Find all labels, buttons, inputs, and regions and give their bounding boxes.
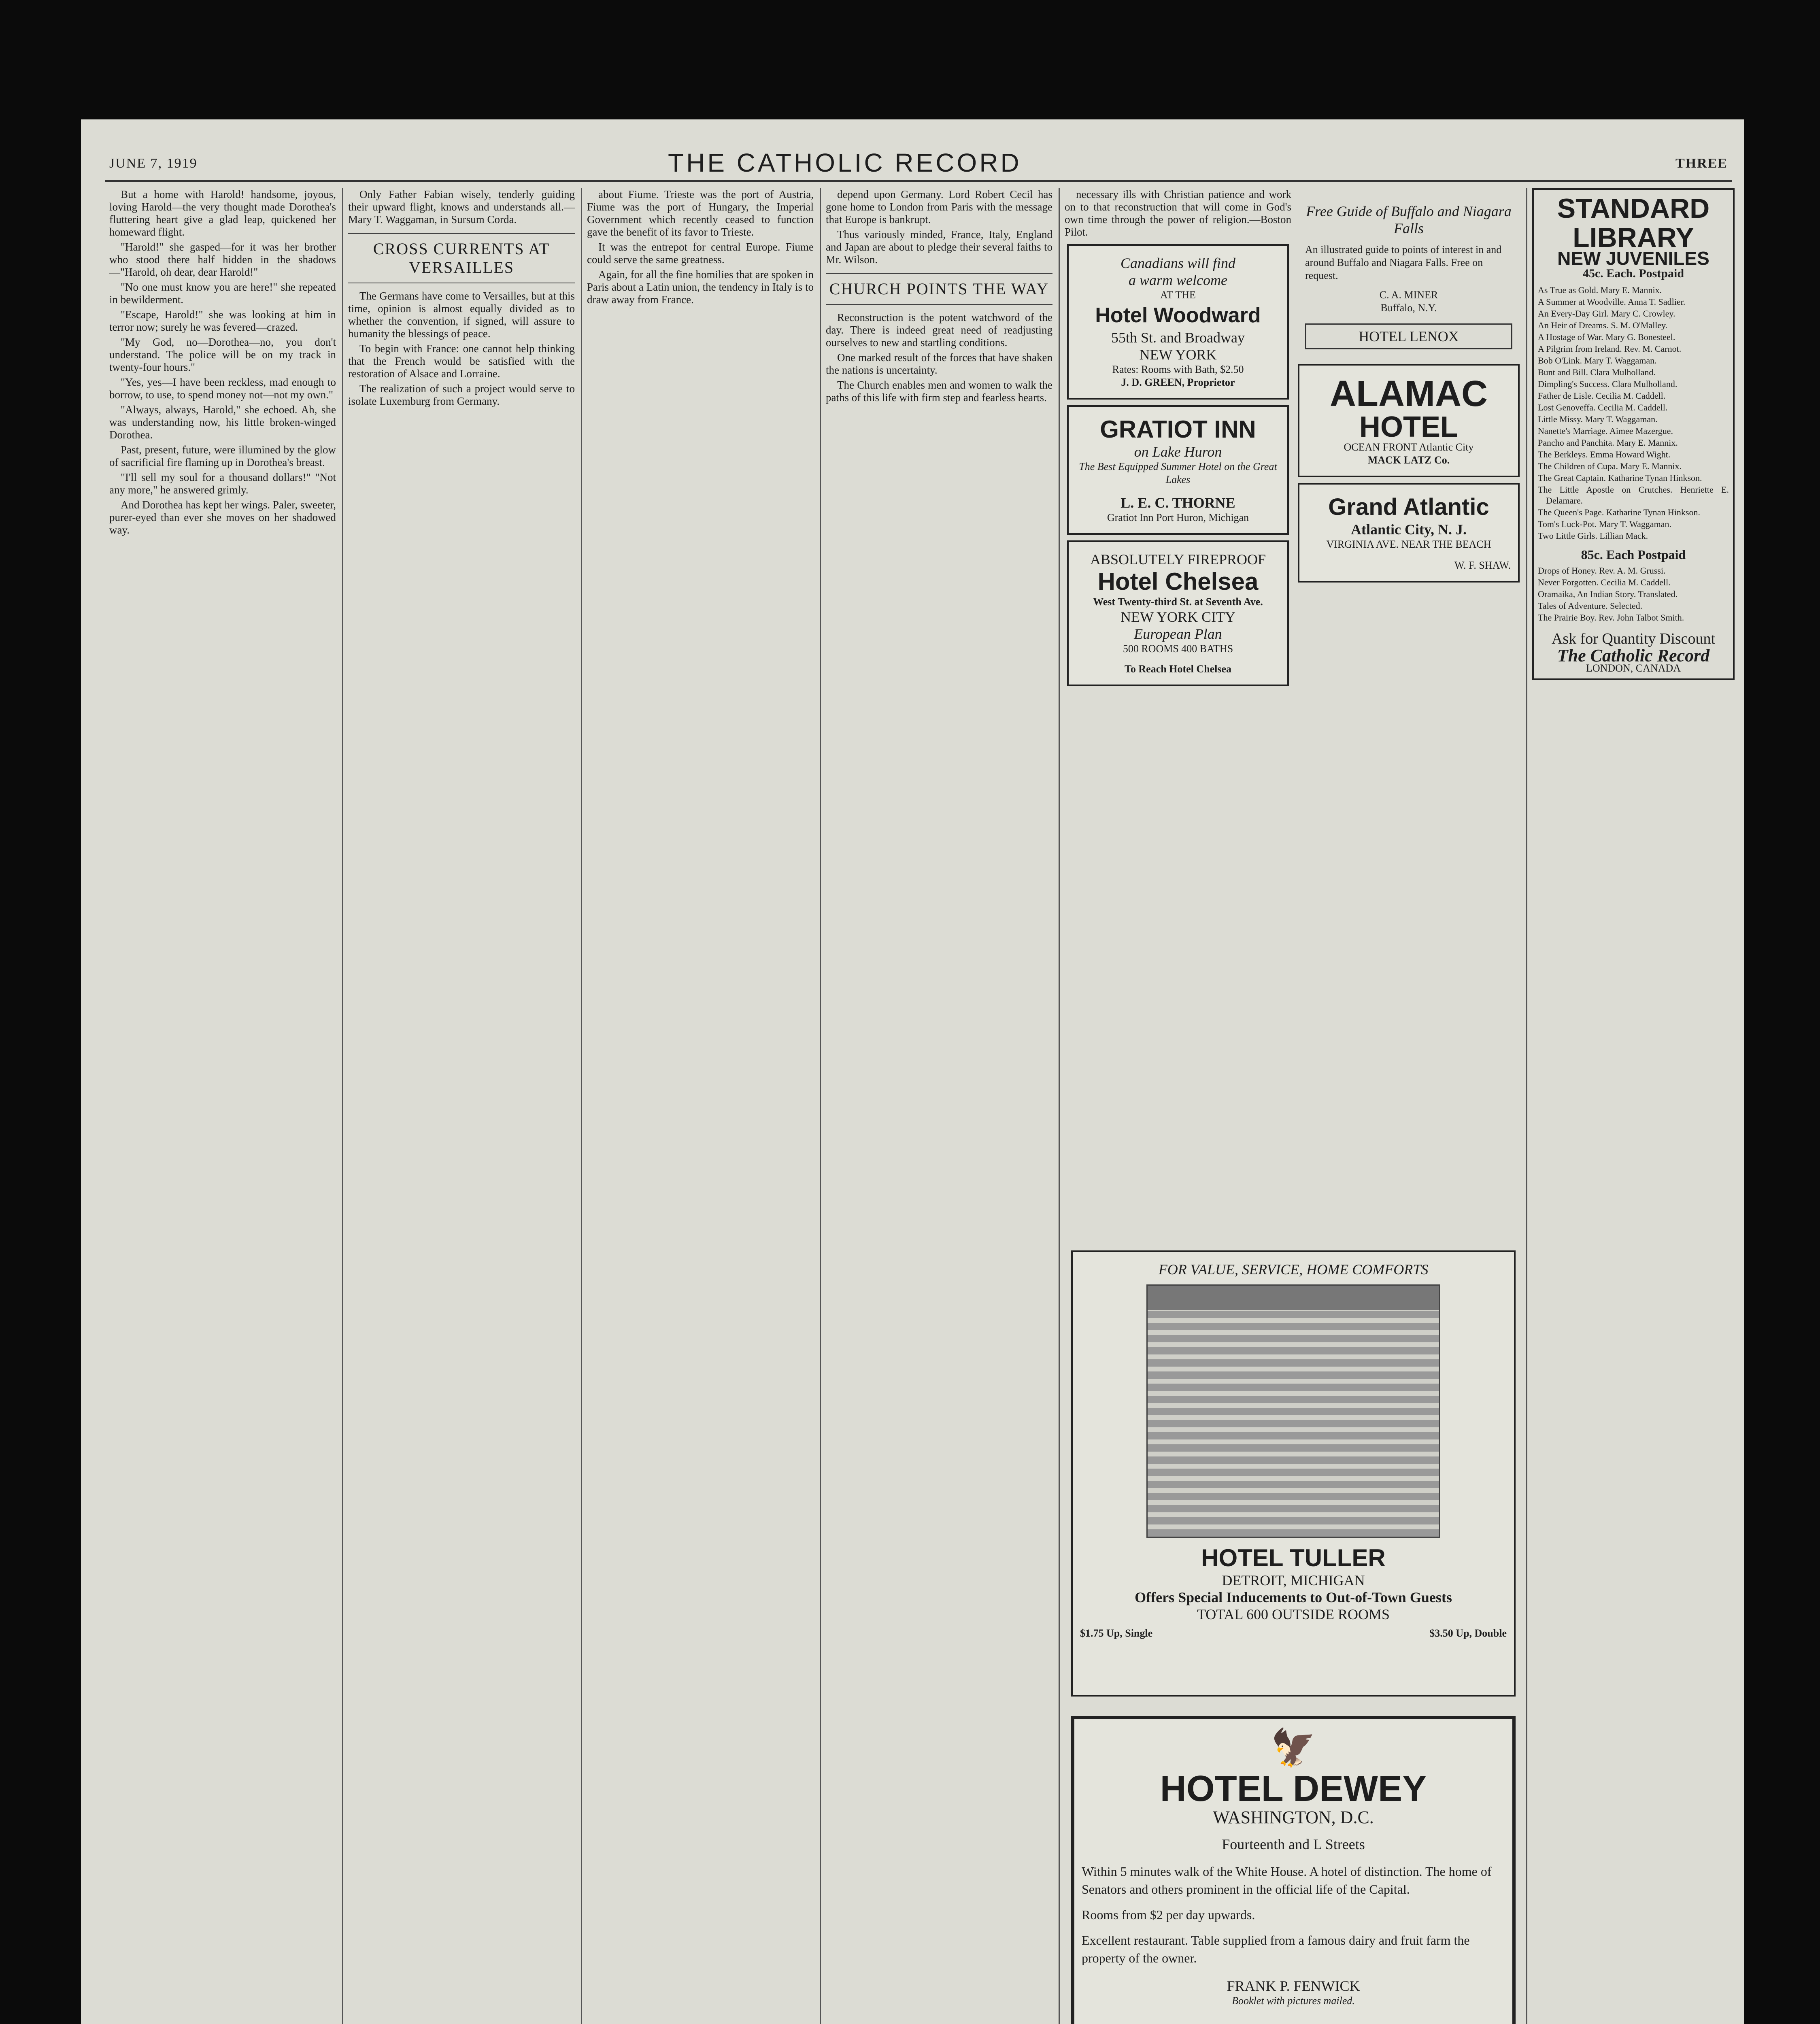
- article-paragraph: The realization of such a project would serve to isolate Luxemburg from Germany.: [348, 383, 575, 407]
- ad-signature: W. F. SHAW.: [1454, 559, 1511, 571]
- ad-city: Atlantic City, N. J.: [1351, 521, 1467, 538]
- ad-grand-atlantic: [1298, 483, 1520, 583]
- column-divider: [581, 188, 582, 2024]
- library-location: LONDON, CANADA: [1586, 662, 1681, 674]
- issue-date: JUNE 7, 1919: [109, 156, 198, 171]
- story-paragraph: Only Father Fabian wisely, tenderly guiding their upward flight, knows and understands all.—Mary T. Waggaman, in Sursum Corda.: [348, 188, 575, 225]
- ad-location: Buffalo, N.Y.: [1380, 302, 1437, 314]
- story-paragraph: And Dorothea has kept her wings. Paler, sweeter, purer-eyed than ever she moves on her shadowed way.: [109, 499, 336, 536]
- library-book-item: The Great Captain. Katharine Tynan Hinkson.: [1538, 473, 1702, 483]
- story-paragraph: Past, present, future, were illumined by the glow of sacrificial fire flaming up in Dorothea's breast.: [109, 444, 336, 468]
- article-paragraph: Reconstruction is the potent watchword of the day. There is indeed great need of readjusting ourselves to new and startling conditions.: [826, 311, 1052, 349]
- article-paragraph: To begin with France: one cannot help thinking that the French would be satisfied with the restoration of Alsace and Lorraine.: [348, 342, 575, 380]
- hotel-building-illustration: [1146, 1284, 1440, 1538]
- ad-hotel-lenox-sign: HOTEL LENOX: [1305, 323, 1512, 349]
- ad-signature: C. A. MINER: [1379, 289, 1438, 301]
- library-subtitle: NEW JUVENILES: [1557, 248, 1709, 269]
- article-paragraph: It was the entrepot for central Europe. Fiume could serve the same greatness.: [587, 241, 814, 266]
- ad-text: AT THE: [1160, 289, 1196, 301]
- ad-address: 55th St. and Broadway: [1111, 330, 1245, 346]
- ad-hotel-name: ALAMAC: [1330, 374, 1488, 414]
- ad-rooms: TOTAL 600 OUTSIDE ROOMS: [1197, 1606, 1390, 1622]
- ad-tagline: Canadians will find: [1120, 255, 1236, 271]
- ad-tagline: a warm welcome: [1129, 272, 1227, 288]
- ad-plan: European Plan: [1134, 626, 1222, 642]
- story-paragraph: "Harold!" she gasped—for it was her brother who stood there half hidden in the shadows—"Harold, oh dear, dear Harold!": [109, 241, 336, 278]
- ad-hotel-tuller: [1069, 1245, 1518, 1694]
- library-book-item: Bob O'Link. Mary T. Waggaman.: [1538, 355, 1657, 366]
- library-book-item: The Prairie Boy. Rev. John Talbot Smith.: [1538, 612, 1684, 623]
- ad-price: $1.75 Up, Single: [1080, 1627, 1153, 1639]
- masthead: THE CATHOLIC RECORD: [668, 148, 1022, 177]
- story-paragraph: "Escape, Harold!" she was looking at him in terror now; surely he was fevered—crazed.: [109, 308, 336, 333]
- library-book-item: Drops of Honey. Rev. A. M. Grussi.: [1538, 566, 1666, 576]
- library-book-item: Father de Lisle. Cecilia M. Caddell.: [1538, 391, 1666, 401]
- page-header: [81, 136, 1744, 184]
- column-divider: [820, 188, 821, 2024]
- story-paragraph: But a home with Harold! handsome, joyous, loving Harold—the very thought made Dorothea's fluttering heart give a glad leap, quickened her homeward flight.: [109, 188, 336, 238]
- ad-hotel-name: Hotel Woodward: [1095, 304, 1261, 327]
- ad-buffalo-guide: [1298, 194, 1520, 358]
- ad-proprietor: L. E. C. THORNE: [1120, 495, 1235, 511]
- ad-city: NEW YORK CITY: [1120, 609, 1235, 625]
- article-heading: CROSS CURRENTS AT VERSAILLES: [348, 233, 575, 283]
- standard-library-column: [1532, 188, 1735, 2024]
- article-paragraph: One marked result of the forces that have shaken the nations is uncertainty.: [826, 351, 1052, 376]
- header-rule: [105, 180, 1732, 182]
- article-paragraph: necessary ills with Christian patience and work on to that reconstruction that will come in God's own time through the power of religion.—Boston Pilot.: [1065, 188, 1291, 238]
- ad-text: ABSOLUTELY FIREPROOF: [1090, 551, 1266, 568]
- story-paragraph: "No one must know you are here!" she repeated in bewilderment.: [109, 281, 336, 306]
- ad-alamac-hotel: [1298, 364, 1520, 477]
- library-book-item: Tom's Luck-Pot. Mary T. Waggaman.: [1538, 519, 1671, 529]
- library-book-item: A Summer at Woodville. Anna T. Sadlier.: [1538, 297, 1686, 307]
- ad-hotel-dewey: [1069, 1710, 1518, 2024]
- ad-text: To Reach Hotel Chelsea: [1124, 663, 1232, 675]
- story-column-3: [587, 188, 814, 2024]
- ads-column-5: [1065, 188, 1291, 1241]
- ad-address: Fourteenth and L Streets: [1222, 1836, 1365, 1852]
- library-book-item: A Hostage of War. Mary G. Bonesteel.: [1538, 332, 1675, 342]
- column-divider: [1059, 188, 1060, 2024]
- ad-hotel-chelsea: [1067, 540, 1289, 686]
- ad-hotel-woodward: [1067, 244, 1289, 400]
- column-divider: [1526, 188, 1527, 2024]
- library-book-item: As True as Gold. Mary E. Mannix.: [1538, 285, 1662, 295]
- library-book-item: Nanette's Marriage. Aimee Mazergue.: [1538, 426, 1673, 436]
- ad-address: West Twenty-third St. at Seventh Ave.: [1093, 596, 1263, 608]
- library-book-list: [1538, 285, 1729, 541]
- ad-hotel-name: Grand Atlantic: [1328, 494, 1489, 520]
- story-column-2: [348, 188, 575, 2024]
- library-book-item: Dimpling's Success. Clara Mulholland.: [1538, 379, 1678, 389]
- ad-tagline: The Best Equipped Summer Hotel on the Great Lakes: [1079, 461, 1277, 485]
- library-book-item: The Little Apostle on Crutches. Henriette E. Delamare.: [1538, 485, 1729, 506]
- article-paragraph: The Germans have come to Versailles, but at this time, opinion is almost equally divided as to whether the convention, if signed, will assure to humanity the blessings of peace.: [348, 290, 575, 340]
- ad-title: Free Guide of Buffalo and Niagara Falls: [1306, 203, 1512, 236]
- column-divider: [342, 188, 343, 2024]
- library-book-item: Tales of Adventure. Selected.: [1538, 601, 1643, 611]
- ad-price: $3.50 Up, Double: [1429, 1627, 1507, 1639]
- library-book-item: An Heir of Dreams. S. M. O'Malley.: [1538, 320, 1668, 330]
- ad-owner: MACK LATZ Co.: [1367, 454, 1450, 466]
- ad-gratiot-inn: [1067, 405, 1289, 535]
- article-paragraph: Thus variously minded, France, Italy, England and Japan are about to pledge their several faiths to Mr. Wilson.: [826, 228, 1052, 266]
- ad-tagline: OCEAN FRONT Atlantic City: [1344, 441, 1474, 453]
- story-paragraph: "I'll sell my soul for a thousand dollars!" "Not any more," he answered grimly.: [109, 471, 336, 496]
- ad-text: An illustrated guide to points of interest in and around Buffalo and Niagara Falls. Free on request.: [1305, 244, 1502, 281]
- library-price: 85c. Each Postpaid: [1581, 547, 1686, 562]
- ad-text: Excellent restaurant. Table supplied from a famous dairy and fruit farm the property of the owner.: [1082, 1933, 1470, 1965]
- ad-hotel-name: HOTEL TULLER: [1201, 1544, 1386, 1571]
- ad-rooms: 500 ROOMS 400 BATHS: [1123, 643, 1233, 655]
- library-book-item: The Berkleys. Emma Howard Wight.: [1538, 449, 1671, 459]
- ad-text: Within 5 minutes walk of the White House. A hotel of distinction. The home of Senators and others prominent in the official life of the Capital.: [1082, 1864, 1492, 1896]
- ad-offer: Offers Special Inducements to Out-of-Town Guests: [1135, 1589, 1452, 1605]
- library-book-item: Little Missy. Mary T. Waggaman.: [1538, 414, 1658, 424]
- ad-subtitle: on Lake Huron: [1134, 444, 1222, 460]
- article-paragraph: The Church enables men and women to walk the paths of this life with firm step and fearless hearts.: [826, 379, 1052, 404]
- ad-text: Booklet with pictures mailed.: [1232, 1995, 1355, 2007]
- ad-city: DETROIT, MICHIGAN: [1222, 1572, 1365, 1588]
- library-title: STANDARD LIBRARY: [1557, 193, 1710, 253]
- library-book-list: [1538, 565, 1729, 623]
- library-book-item: Bunt and Bill. Clara Mulholland.: [1538, 367, 1656, 377]
- library-book-item: The Queen's Page. Katharine Tynan Hinkson.: [1538, 507, 1700, 517]
- ad-proprietor: J. D. GREEN, Proprietor: [1121, 376, 1235, 388]
- page-number: THREE: [1675, 156, 1728, 171]
- library-brand: The Catholic Record: [1557, 646, 1710, 665]
- library-book-item: An Every-Day Girl. Mary C. Crowley.: [1538, 308, 1675, 319]
- ad-rates: Rooms from $2 per day upwards.: [1082, 1907, 1255, 1922]
- article-paragraph: Again, for all the fine homilies that are spoken in Paris about a Latin union, the tendency in Italy is to draw away from France.: [587, 268, 814, 306]
- ad-hotel-name: Hotel Chelsea: [1097, 568, 1259, 595]
- library-book-item: Lost Genoveffa. Cecilia M. Caddell.: [1538, 402, 1668, 412]
- story-paragraph: "Yes, yes—I have been reckless, mad enough to borrow, to use, to spend money not—not my own.": [109, 376, 336, 401]
- ad-location: Gratiot Inn Port Huron, Michigan: [1107, 512, 1249, 523]
- library-discount: Ask for Quantity Discount: [1551, 630, 1716, 647]
- library-book-item: Oramaika, An Indian Story. Translated.: [1538, 589, 1678, 599]
- article-paragraph: depend upon Germany. Lord Robert Cecil has gone home to London from Paris with the message that Europe is bankrupt.: [826, 188, 1052, 225]
- ad-rates: Rates: Rooms with Bath, $2.50: [1112, 364, 1244, 375]
- ad-tagline: FOR VALUE, SERVICE, HOME COMFORTS: [1158, 1261, 1429, 1278]
- library-book-item: Never Forgotten. Cecilia M. Caddell.: [1538, 577, 1671, 587]
- ad-subtitle: HOTEL: [1359, 411, 1458, 443]
- newspaper-page: [81, 119, 1744, 2024]
- ad-city: NEW YORK: [1139, 347, 1217, 363]
- library-book-item: Two Little Girls. Lillian Mack.: [1538, 531, 1648, 541]
- story-column-4: [826, 188, 1052, 2024]
- ads-column-6: [1295, 188, 1522, 1241]
- story-paragraph: "My God, no—Dorothea—no, you don't understand. The police will be on my track in twenty-four hours.": [109, 336, 336, 373]
- ad-hotel-name: GRATIOT INN: [1100, 416, 1256, 443]
- ad-hotel-name: HOTEL DEWEY: [1160, 1769, 1427, 1809]
- ad-address: VIRGINIA AVE. NEAR THE BEACH: [1326, 538, 1491, 550]
- library-book-item: The Children of Cupa. Mary E. Mannix.: [1538, 461, 1682, 471]
- ad-proprietor: FRANK P. FENWICK: [1227, 1978, 1360, 1994]
- ad-city: WASHINGTON, D.C.: [1213, 1807, 1374, 1827]
- story-column-1: [109, 188, 336, 2024]
- eagle-emblem-icon: 🦅: [1270, 1728, 1316, 1768]
- library-price: 45c. Each. Postpaid: [1582, 267, 1684, 280]
- article-paragraph: about Fiume. Trieste was the port of Austria, Fiume was the port of Hungary, the Imperial Government which recently ceased to function gave the benefit of its favor to Trieste.: [587, 188, 814, 238]
- library-ad: [1532, 188, 1735, 680]
- library-book-item: A Pilgrim from Ireland. Rev. M. Carnot.: [1538, 344, 1682, 354]
- article-heading: CHURCH POINTS THE WAY: [826, 273, 1052, 305]
- story-paragraph: "Always, always, Harold," she echoed. Ah, she was understanding now, his little broken-winged Dorothea.: [109, 404, 336, 441]
- library-book-item: Pancho and Panchita. Mary E. Mannix.: [1538, 438, 1678, 448]
